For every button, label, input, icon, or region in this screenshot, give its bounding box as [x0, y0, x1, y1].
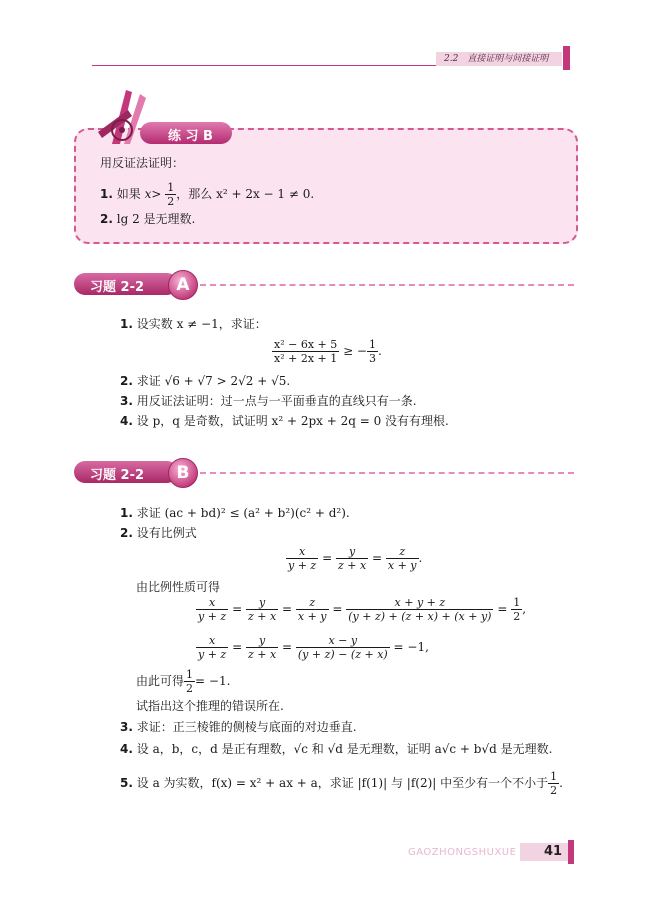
- denominator: y + z: [198, 648, 227, 661]
- ratio-equation: [286, 545, 422, 572]
- denominator: x + y: [297, 610, 327, 623]
- exercise-a-item-2: [120, 373, 290, 389]
- item-text: 求证：正三棱锥的侧棱与底面的对边垂直.: [136, 720, 357, 734]
- fraction: [286, 545, 318, 572]
- footer-accent-bar: [568, 840, 574, 864]
- denominator: y + z: [198, 610, 227, 623]
- equals: =: [282, 640, 293, 654]
- denominator: y + z: [288, 559, 317, 572]
- numerator: y: [336, 545, 368, 559]
- exercise-b-divider: [200, 472, 574, 474]
- derivation-line-2: [196, 634, 429, 661]
- denominator: 2: [167, 195, 175, 208]
- item-number: 1.: [120, 506, 133, 520]
- running-header: 2.2 直接证明与间接证明: [444, 54, 549, 64]
- practice-item-1: [100, 181, 314, 208]
- numerator: x + y + z: [346, 596, 493, 610]
- item-text: lg 2 是无理数.: [116, 212, 196, 226]
- punct: ,: [522, 602, 527, 616]
- fraction: [511, 596, 522, 623]
- item-text: 求证 (ac + bd)² ≤ (a² + b²)(c² + d²).: [136, 506, 350, 520]
- fraction: [196, 634, 228, 661]
- exercise-b-label: 习题 2-2: [90, 468, 145, 483]
- conclusion-text: 由此可得: [136, 674, 185, 688]
- exercise-a-item-3: [120, 393, 417, 409]
- exercise-a-label: 习题 2-2: [90, 280, 145, 295]
- item-number: 3.: [120, 720, 133, 734]
- practice-title: 练 习 B: [168, 129, 213, 144]
- exercise-b-item-5: [120, 770, 563, 797]
- equals: =: [232, 640, 243, 654]
- numerator: x: [196, 596, 228, 610]
- item-text: 用反证法证明：过一点与一平面垂直的直线只有一条.: [136, 394, 417, 408]
- fraction: [184, 668, 195, 695]
- fraction: [196, 596, 228, 623]
- denominator: 2: [186, 682, 194, 695]
- denominator: (y + z) + (z + x) + (x + y): [348, 610, 492, 623]
- item-text: 如果: [116, 187, 145, 201]
- numerator: x² − 6x + 5: [274, 338, 338, 351]
- equals: =: [497, 602, 508, 616]
- conclusion-line: [136, 668, 230, 695]
- item-number: 1.: [100, 187, 113, 201]
- item-text: 设 a，b，c，d 是正有理数，√c 和 √d 是无理数，证明 a√c + b√d 是无理数.: [136, 742, 553, 756]
- fraction: [346, 596, 493, 623]
- fraction: [296, 596, 329, 623]
- item-number: 4.: [120, 742, 133, 756]
- gt-sign: >: [151, 187, 162, 201]
- item-number: 1.: [120, 317, 133, 331]
- exercise-a-letter: A: [168, 270, 198, 300]
- var-x: x: [144, 187, 152, 201]
- denominator: z + x: [247, 610, 277, 623]
- equals: =: [232, 602, 243, 616]
- numerator: 1: [167, 181, 175, 194]
- denominator: 2: [550, 784, 558, 797]
- item-text-2: ，那么 x² + 2x − 1 ≠ 0.: [176, 187, 315, 201]
- item-number: 2.: [120, 526, 133, 540]
- equals: =: [332, 602, 343, 616]
- denominator: x² + 2x + 1: [274, 352, 338, 365]
- item-text: 设 p，q 是奇数，试证明 x² + 2px + 2q = 0 没有有理根.: [136, 414, 449, 428]
- exercise-b-item-3: [120, 719, 357, 735]
- derivation-line-1: [196, 596, 526, 623]
- exercise-b-letter: B: [168, 458, 198, 488]
- denominator: z + x: [247, 648, 277, 661]
- item-number: 3.: [120, 394, 133, 408]
- exercise-b-item-1: [120, 505, 350, 521]
- denominator: z + x: [337, 559, 367, 572]
- fraction: [165, 181, 176, 208]
- item-number: 2.: [120, 374, 133, 388]
- fraction: [272, 338, 339, 365]
- denominator: x + y: [387, 559, 417, 572]
- exercise-a-item-1: [120, 316, 267, 332]
- numerator: y: [246, 596, 278, 610]
- item-text: 设实数 x ≠ −1，求证：: [136, 317, 267, 331]
- numerator: x: [286, 545, 318, 559]
- numerator: x: [196, 634, 228, 648]
- numerator: z: [296, 596, 329, 610]
- practice-intro: 用反证法证明：: [100, 156, 185, 170]
- fraction: [336, 545, 368, 572]
- fraction: [296, 634, 390, 661]
- conclusion-result: = −1.: [195, 674, 231, 688]
- item-text: 设有比例式: [136, 526, 197, 540]
- fraction: [367, 338, 378, 365]
- numerator: 1: [186, 668, 194, 681]
- numerator: y: [246, 634, 278, 648]
- numerator: x − y: [296, 634, 390, 648]
- page-number: 41: [544, 844, 563, 859]
- item-number: 4.: [120, 414, 133, 428]
- item-number: 5.: [120, 776, 133, 790]
- equals: =: [372, 551, 383, 565]
- fraction: [246, 596, 278, 623]
- result: = −1,: [393, 640, 429, 654]
- denominator: (y + z) − (z + x): [297, 648, 388, 661]
- footer-brand: GAOZHONGSHUXUE: [408, 847, 517, 858]
- punct: .: [378, 344, 382, 358]
- equals: =: [322, 551, 333, 565]
- fraction: [246, 634, 278, 661]
- exercise-b-item-4: [120, 741, 552, 757]
- header-accent-bar: [563, 46, 570, 70]
- find-error-text: 试指出这个推理的错误所在.: [136, 699, 284, 713]
- punct: .: [418, 551, 423, 565]
- item-text: 求证 √6 + √7 > 2√2 + √5.: [136, 374, 291, 388]
- item-text: 设 a 为实数，f(x) = x² + ax + a，求证 |f(1)| 与 |f(2)| 中至少有一个不小于: [136, 776, 549, 790]
- item-number: 2.: [100, 212, 113, 226]
- numerator: z: [386, 545, 419, 559]
- proportion-property-text: 由比例性质可得: [136, 580, 221, 594]
- equals: =: [282, 602, 293, 616]
- fraction: [548, 770, 559, 797]
- practice-item-2: [100, 211, 195, 227]
- numerator: 1: [550, 770, 558, 783]
- numerator: 1: [513, 596, 521, 609]
- exercise-a-inequality: [272, 338, 382, 365]
- exercise-a-item-4: [120, 413, 449, 429]
- exercise-b-item-2: [120, 525, 197, 541]
- numerator: 1: [369, 338, 376, 351]
- punct: .: [559, 776, 563, 790]
- relation: ≥ −: [343, 344, 367, 358]
- fraction: [386, 545, 419, 572]
- denominator: 2: [513, 610, 521, 623]
- exercise-a-divider: [200, 284, 574, 286]
- denominator: 3: [369, 352, 376, 365]
